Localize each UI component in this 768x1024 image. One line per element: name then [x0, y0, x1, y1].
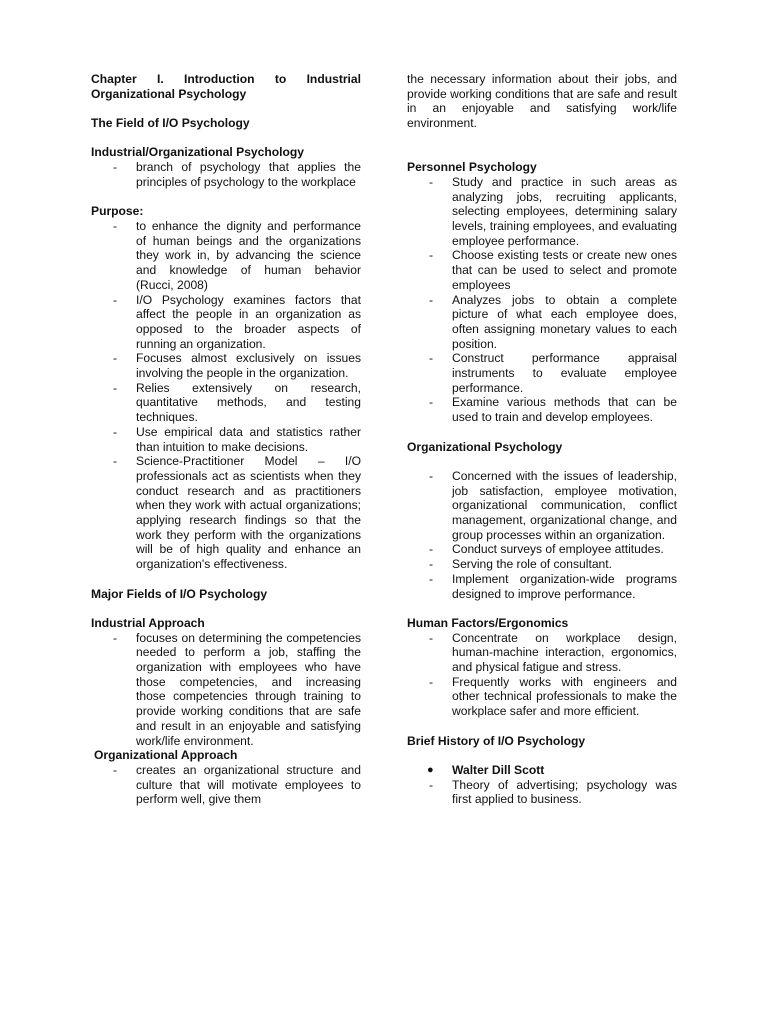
dash-mark: - — [113, 160, 118, 175]
list-item: - focuses on determining the competencies needed to perform a job, staffing the organization with employees who have those competencies, and increasing those competencies through training to provide working conditions that are safe and result in an enjoyable and satisfying work/life environment. — [113, 630, 361, 748]
list-item: - Concerned with the issues of leadership, job satisfaction, employee motivation, organizational communication, conflict management, organizational change, and group processes within an organization. — [429, 468, 677, 542]
dash-mark: - — [429, 351, 434, 366]
dash-mark: - — [113, 762, 118, 777]
list-item: - to enhance the dignity and performance of human beings and the organizations they work in, by advancing the science and knowledge of human behavior (Rucci, 2008) — [113, 218, 361, 292]
dash-mark: - — [429, 777, 434, 792]
list-item: - Use empirical data and statistics rather than intuition to make decisions. — [113, 424, 361, 454]
list-item: - Conduct surveys of employee attitudes. — [429, 542, 664, 557]
list-item: - Choose existing tests or create new ones that can be used to select and promote employees — [429, 248, 677, 292]
list-item: - Focuses almost exclusively on issues involving the people in the organization. — [113, 351, 361, 381]
list-item: - Theory of advertising; psychology was first applied to business. — [429, 777, 677, 807]
section-heading-human-factors: Human Factors/Ergonomics — [407, 615, 569, 630]
dash-mark: - — [429, 674, 434, 689]
dash-mark: - — [113, 630, 118, 645]
section-heading-major-fields: Major Fields of I/O Psychology — [91, 586, 268, 601]
right-column — [407, 72, 677, 807]
section-heading-personnel: Personnel Psychology — [407, 160, 537, 175]
dash-mark: - — [429, 630, 434, 645]
dash-mark: - — [113, 292, 118, 307]
dash-mark: - — [113, 424, 118, 439]
section-heading-brief-history: Brief History of I/O Psychology — [407, 733, 586, 748]
dash-mark: - — [429, 468, 434, 483]
dash-mark: - — [113, 454, 118, 469]
chapter-title: Chapter I. Introduction to Industrial Organizational Psychology — [91, 72, 361, 101]
list-item: - Serving the role of consultant. — [429, 557, 613, 572]
list-item: - Science-Practitioner Model – I/O professionals act as scientists when they conduct research and as practitioners when they work with actual organizations; applying research findings so that the work they perform with the organizations will be of high quality and enhance an organization's effectiveness. — [113, 454, 361, 572]
dash-mark: - — [429, 542, 434, 557]
human-factors-list — [407, 631, 677, 719]
list-item: - Frequently works with engineers and other technical professionals to make the workplace safer and more efficient. — [429, 674, 677, 719]
section-heading-industrial: Industrial Approach — [91, 615, 205, 630]
dash-mark: - — [113, 351, 118, 366]
list-item: - creates an organizational structure and culture that will motivate employees to perform well, give them — [113, 762, 361, 807]
continuation-paragraph: the necessary information about their jobs, and provide working conditions that are safe and result in an enjoyable and satisfying work/life environment. — [407, 72, 677, 131]
dash-mark: - — [429, 248, 434, 263]
list-item: - Study and practice in such areas as analyzing jobs, recruiting applicants, selecting employees, determining salary levels, training employees, and evaluating employee performance. — [429, 174, 677, 248]
dash-mark: - — [429, 395, 434, 410]
list-item: ● Walter Dill Scott — [427, 762, 545, 777]
list-item: - Implement organization-wide programs designed to improve performance. — [429, 571, 677, 601]
bullet-icon: ● — [427, 763, 434, 776]
section-heading-organizational-psychology: Organizational Psychology — [407, 439, 563, 454]
dash-mark: - — [113, 218, 118, 233]
organizational-psychology-list — [407, 469, 677, 601]
section-heading-organizational-approach: Organizational Approach — [94, 748, 238, 763]
list-item: - branch of psychology that applies the principles of psychology to the workplace — [113, 160, 361, 189]
organizational-approach-list — [91, 763, 361, 807]
section-heading-field: The Field of I/O Psychology — [91, 116, 250, 131]
list-item: - Examine various methods that can be used to train and develop employees. — [429, 395, 677, 425]
list-item: - Analyzes jobs to obtain a complete picture of what each employee does, often assigning monetary values to each position. — [429, 292, 677, 351]
list-item: - Construct performance appraisal instruments to evaluate employee performance. — [429, 351, 677, 395]
dash-mark: - — [113, 380, 118, 395]
dash-mark: - — [429, 174, 434, 189]
purpose-list — [91, 219, 361, 572]
list-item: - Concentrate on workplace design, human-machine interaction, ergonomics, and physical fatigue and stress. — [429, 630, 677, 675]
personnel-list — [407, 175, 677, 425]
dash-mark: - — [429, 571, 434, 586]
industrial-list — [91, 631, 361, 749]
dash-mark: - — [429, 557, 434, 572]
io-list — [91, 160, 361, 189]
history-person-list — [407, 763, 677, 778]
history-list — [407, 778, 677, 807]
list-item: - Relies extensively on research, quantitative methods, and testing techniques. — [113, 380, 361, 425]
section-heading-purpose: Purpose: — [91, 204, 144, 219]
dash-mark: - — [429, 292, 434, 307]
left-column — [91, 72, 361, 807]
section-heading-io: Industrial/Organizational Psychology — [91, 145, 305, 160]
list-item: - I/O Psychology examines factors that affect the people in an organization as opposed to the broader aspects of running an organization. — [113, 292, 361, 351]
